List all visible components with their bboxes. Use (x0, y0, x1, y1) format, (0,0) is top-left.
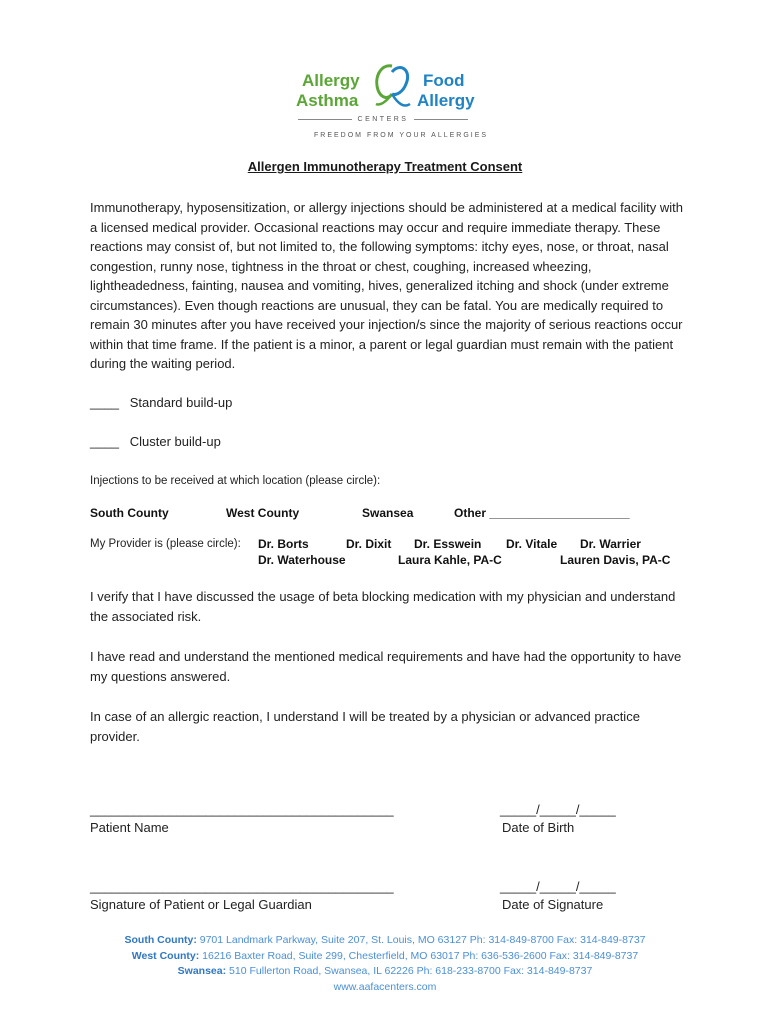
location-other[interactable]: Other _____________________ (454, 506, 630, 520)
option-blank: ____ (90, 434, 119, 449)
logo-centers-text: CENTERS (357, 116, 409, 123)
provider-davis[interactable]: Lauren Davis, PA-C (560, 553, 671, 567)
dob-label: Date of Birth (502, 820, 575, 835)
footer-swansea-address: 510 Fullerton Road, Swansea, IL 62226 Ph: 618-233-8700 Fax: 314-849-8737 (226, 965, 593, 977)
location-swansea[interactable]: Swansea (362, 506, 414, 520)
provider-warrier[interactable]: Dr. Warrier (580, 537, 641, 551)
dob-line[interactable]: _____/_____/_____ (500, 802, 616, 817)
logo-divider (414, 119, 468, 120)
footer-south-county (0, 933, 770, 949)
footer-addresses (0, 933, 770, 995)
intro-paragraph: Immunotherapy, hyposensitization, or allergy injections should be administered at a medical facility with a licensed medical provider. Occasional reactions may occur and require immediate therapy. These reactions may consist of, but not limited to, the following symptoms: itchy eyes, nose, or throat, nasal congestion, runny nose, tightness in the throat or chest, coughing, increased wheezing, lightheadedness, fainting, nausea and vomiting, hives, generalized itching and shock (under extreme circumstances). Even though reactions are unusual, they can be fatal. You are medically required to remain 30 minutes after you have received your injection/s since the majority of serious reactions occur within that time frame. If the patient is a minor, a parent or legal guardian must remain with the patient during the waiting period. (90, 200, 683, 371)
provider-dixit[interactable]: Dr. Dixit (346, 537, 392, 551)
provider-borts[interactable]: Dr. Borts (258, 537, 309, 551)
footer-south-label: South County: (124, 934, 197, 946)
signature-date-label: Date of Signature (502, 897, 604, 912)
provider-kahle[interactable]: Laura Kahle, PA-C (398, 553, 502, 567)
standard-buildup-option[interactable] (90, 395, 232, 410)
option-label: Standard build-up (129, 395, 233, 410)
logo-food-text: Food (423, 71, 465, 90)
logo-asthma-text: Asthma (296, 91, 359, 110)
footer-swansea-label: Swansea: (177, 965, 227, 977)
provider-vitale[interactable]: Dr. Vitale (506, 537, 558, 551)
aafa-logo (290, 58, 490, 144)
signature-label: Signature of Patient or Legal Guardian (90, 897, 312, 912)
logo-allergy-text: Allergy (302, 71, 360, 90)
signature-line[interactable]: __________________________________________ (90, 879, 394, 894)
footer-swansea (0, 964, 770, 980)
provider-waterhouse[interactable]: Dr. Waterhouse (258, 553, 346, 567)
footer-west-label: West County: (131, 949, 200, 962)
footer-west-county (0, 949, 770, 965)
patient-name-label: Patient Name (90, 820, 169, 835)
location-west-county[interactable]: West County (226, 506, 300, 520)
footer-south-address: 9701 Landmark Parkway, Suite 207, St. Louis, MO 63127 Ph: 314-849-8700 Fax: 314-849-8737 (196, 934, 646, 946)
logo-divider (298, 119, 352, 120)
requirements-statement: I have read and understand the mentioned medical requirements and have had the opportunity to have my questions answered. (90, 649, 682, 684)
cluster-buildup-option[interactable] (90, 434, 221, 449)
provider-prompt: My Provider is (please circle): (90, 538, 241, 550)
allergic-reaction-statement: In case of an allergic reaction, I understand I will be treated by a physician or advanced practice provider. (90, 709, 640, 744)
logo-allergy2-text: Allergy (417, 91, 475, 110)
provider-esswein[interactable]: Dr. Esswein (414, 537, 482, 551)
logo-tagline: FREEDOM FROM YOUR ALLERGIES (314, 132, 489, 139)
location-south-county[interactable]: South County (90, 506, 169, 520)
butterfly-icon (370, 60, 416, 114)
form-title: Allergen Immunotherapy Treatment Consent (247, 159, 523, 174)
patient-name-line[interactable]: __________________________________________ (90, 802, 394, 817)
beta-blocker-statement: I verify that I have discussed the usage of beta blocking medication with my physician and understand the associated risk. (90, 589, 676, 624)
option-label: Cluster build-up (129, 434, 221, 449)
footer-website-link[interactable]: www.aafacenters.com (333, 980, 437, 993)
signature-date-line[interactable]: _____/_____/_____ (500, 879, 616, 894)
footer-west-address: 16216 Baxter Road, Suite 299, Chesterfield, MO 63017 Ph: 636-536-2600 Fax: 314-849-8737 (199, 949, 639, 962)
option-blank: ____ (90, 395, 119, 410)
logo-centers-row (298, 116, 468, 123)
location-prompt: Injections to be received at which location (please circle): (90, 475, 381, 487)
